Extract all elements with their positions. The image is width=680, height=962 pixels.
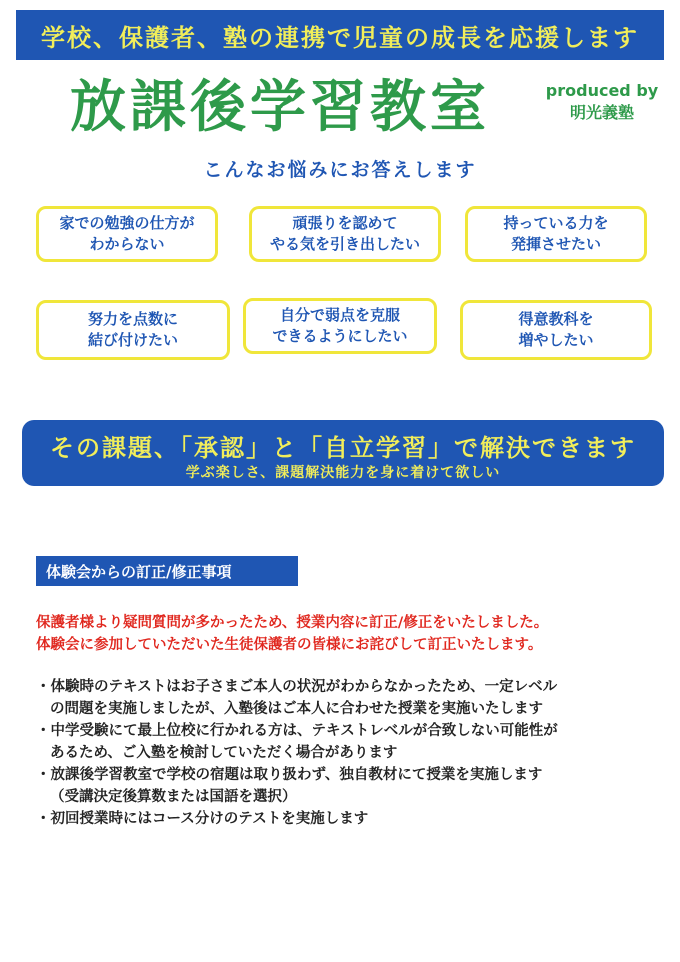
list-item: ・体験時のテキストはお子さまご本人の状況がわからなかったため、一定レベル xyxy=(36,679,558,695)
concern-box: 得意教科を 増やしたい xyxy=(460,300,652,360)
list-item-continuation: の問題を実施しましたが、入塾後はご本人に合わせた授業を実施いたします xyxy=(50,701,543,717)
list-item: ・中学受験にて最上位校に行かれる方は、テキストレベルが合致しない可能性が xyxy=(36,723,558,739)
main-title: 放課後学習教室 xyxy=(70,75,490,140)
concern-box: 自分で弱点を克服 できるようにしたい xyxy=(243,298,437,354)
solution-subline: 学ぶ楽しさ、課題解決能力を身に着けて欲しい xyxy=(185,465,501,481)
list-item: ・放課後学習教室で学校の宿題は取り扱わず、独自教材にて授業を実施します xyxy=(36,767,543,783)
list-item-continuation: あるため、ご入塾を検討していただく場合があります xyxy=(50,745,398,761)
subtitle: こんなお悩みにお答えします xyxy=(203,159,477,181)
section-tag-label: 体験会からの訂正/修正事項 xyxy=(46,562,232,581)
list-item: ・初回授業時にはコース分けのテストを実施します xyxy=(36,811,369,827)
top-banner-text: 学校、保護者、塾の連携で児童の成長を応援します xyxy=(41,23,639,52)
solution-headline: その課題、「承認」と「自立学習」で解決できます xyxy=(50,434,636,462)
solution-banner xyxy=(22,420,664,486)
notice-line: 保護者様より疑問質問が多かったため、授業内容に訂正/修正をいたしました。 xyxy=(36,615,549,631)
bullet-list xyxy=(36,676,666,830)
produced-by-label: produced by xyxy=(545,81,659,100)
list-item-continuation: （受講決定後算数または国語を選択） xyxy=(50,789,297,805)
top-banner xyxy=(16,10,664,60)
concern-box: 持っている力を 発揮させたい xyxy=(465,206,647,262)
concern-box: 家での勉強の仕方が わからない xyxy=(36,206,218,262)
notice-line: 体験会に参加していただいた生徒保護者の皆様にお詫びして訂正いたします。 xyxy=(36,637,543,653)
concern-box: 努力を点数に 結び付けたい xyxy=(36,300,230,360)
produced-by xyxy=(542,80,662,124)
concern-box: 頑張りを認めて やる気を引き出したい xyxy=(249,206,441,262)
brand-name: 明光義塾 xyxy=(569,103,634,122)
section-tag xyxy=(36,556,298,586)
correction-notice xyxy=(36,612,656,656)
